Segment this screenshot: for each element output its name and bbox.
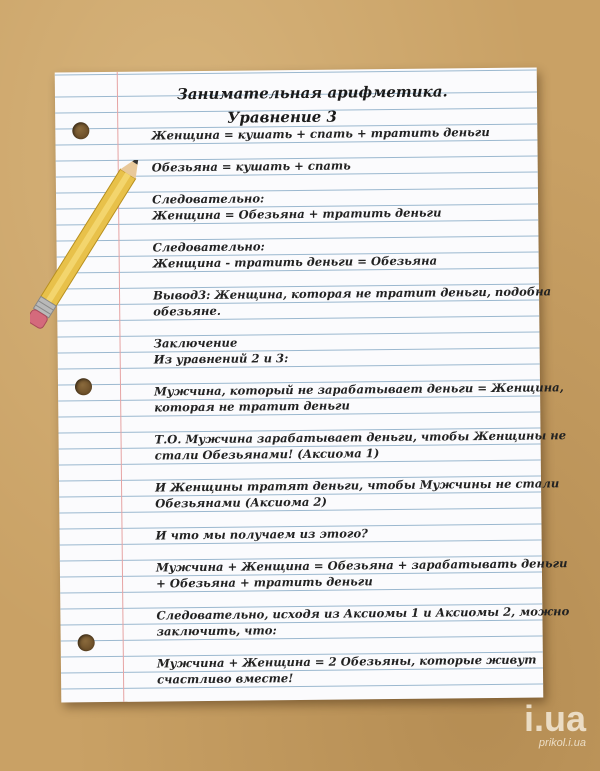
text-line: обезьяне. xyxy=(153,303,221,319)
text-line: Мужчина + Женщина = Обезьяна + зарабатывать деньги xyxy=(155,556,568,575)
page-title: Занимательная арифметика. xyxy=(176,82,448,104)
text-line: Мужчина + Женщина = 2 Обезьяны, которые живут xyxy=(156,652,537,671)
text-line: Вывод3: Женщина, которая не тратит деньги, подобна xyxy=(152,284,552,303)
watermark xyxy=(523,698,586,749)
punch-hole xyxy=(72,122,89,139)
text-line: счастливо вместе! xyxy=(157,671,294,687)
text-line: Женщина = Обезьяна + тратить деньги xyxy=(152,205,442,223)
text-line: И что мы получаем из этого? xyxy=(155,526,369,543)
text-line: Мужчина, который не зарабатывает деньги = Женщина, xyxy=(153,380,564,399)
text-line: Из уравнений 2 и 3: xyxy=(153,351,289,367)
text-line: заключить, что: xyxy=(156,623,277,639)
text-line: + Обезьяна + тратить деньги xyxy=(155,574,373,591)
page-subtitle: Уравнение 3 xyxy=(227,107,338,127)
text-body xyxy=(151,124,570,688)
punch-hole xyxy=(78,634,95,651)
text-line: стали Обезьянами! (Аксиома 1) xyxy=(154,446,380,463)
pencil-icon xyxy=(30,160,160,360)
text-line: Следовательно: xyxy=(152,239,265,255)
text-line: Женщина - тратить деньги = Обезьяна xyxy=(152,253,438,271)
punch-hole xyxy=(75,378,92,395)
text-line: Заключение xyxy=(153,335,238,351)
text-line: Следовательно: xyxy=(151,191,265,207)
text-line: Следовательно, исходя из Аксиомы 1 и Аксиомы 2, можно xyxy=(156,604,570,623)
watermark-logo: i.ua xyxy=(523,698,586,739)
text-line: которая не тратит деньги xyxy=(154,398,350,415)
text-line: Обезьянами (Аксиома 2) xyxy=(155,494,328,511)
text-line: Т.О. Мужчина зарабатывает деньги, чтобы Женщины не xyxy=(154,428,567,447)
text-line: И Женщины тратят деньги, чтобы Мужчины не стали xyxy=(154,476,560,495)
text-line: Женщина = кушать + спать + тратить деньги xyxy=(151,124,490,143)
watermark-site: prikol.i.ua xyxy=(538,737,586,749)
text-line: Обезьяна = кушать + спать xyxy=(151,158,351,175)
